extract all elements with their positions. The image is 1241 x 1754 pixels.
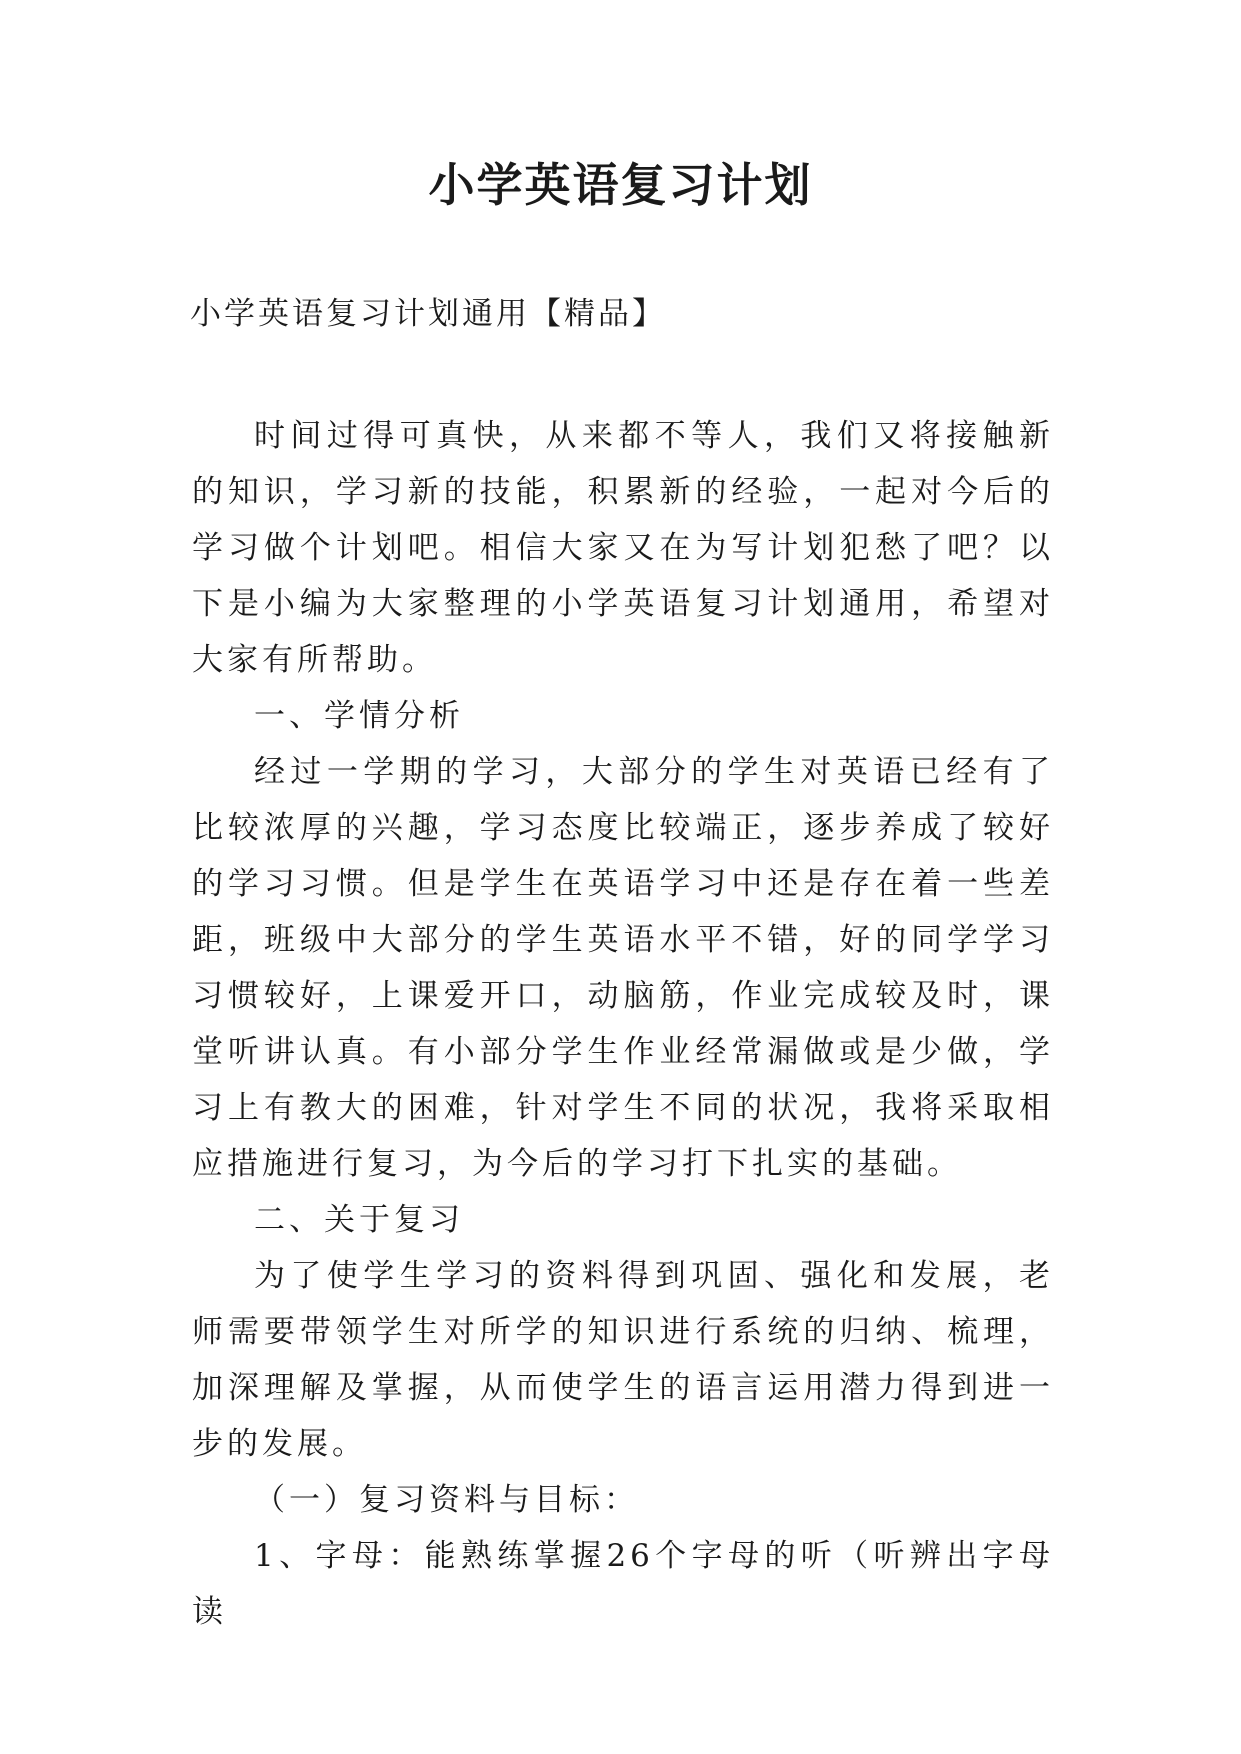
review-subheading: （一）复习资料与目标： — [254, 1482, 639, 1518]
document-title: 小学英语复习计划 — [428, 158, 813, 212]
review-paragraph: 为了使学生学习的资料得到巩固、强化和发展，老师需要带领学生对所学的知识进行系统的归纳、梳理，加深理解及掌握，从而使学生的语言运用潜力得到进一步的发展。 — [192, 1258, 1054, 1462]
situation-paragraph: 经过一学期的学习，大部分的学生对英语已经有了比较浓厚的兴趣，学习态度比较端正，逐步养成了较好的学习习惯。但是学生在英语学习中还是存在着一些差距，班级中大部分的学生英语水平不错，好的同学学习习惯较好，上课爱开口，动脑筋，作业完成较及时，课堂听讲认真。有小部分学生作业经常漏做或是少做，学习上有教大的困难，针对学生不同的状况，我将采取相应措施进行复习，为今后的学习打下扎实的基础。 — [192, 754, 1054, 1182]
intro-paragraph: 时间过得可真快，从来都不等人，我们又将接触新的知识，学习新的技能，积累新的经验，一起对今后的学习做个计划吧。相信大家又在为写计划犯愁了吧？以下是小编为大家整理的小学英语复习计划通用，希望对大家有所帮助。 — [192, 418, 1054, 678]
section-heading-situation: 一、学情分析 — [254, 698, 464, 734]
document-subtitle: 小学英语复习计划通用【精品】 — [190, 296, 666, 332]
review-item-letters: 1、字母：能熟练掌握26个字母的听（听辨出字母读 — [192, 1538, 1054, 1630]
document-body — [192, 408, 1054, 1640]
section-heading-review: 二、关于复习 — [254, 1202, 464, 1238]
